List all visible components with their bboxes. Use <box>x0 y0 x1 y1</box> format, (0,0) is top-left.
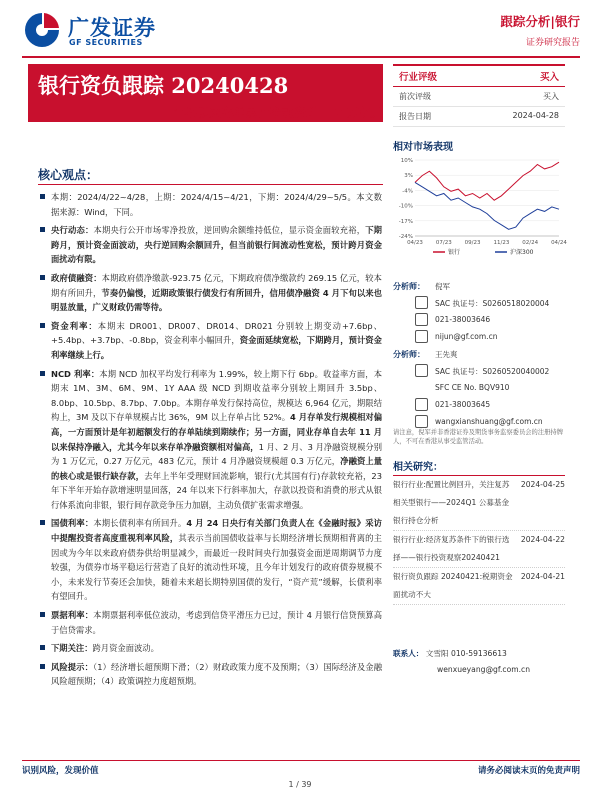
x-tick-label: 09/23 <box>464 240 481 246</box>
analyst-2-phone: 021-38003645 <box>435 400 491 409</box>
header-right <box>500 12 580 48</box>
analyst-1-email[interactable]: nijun@gf.com.cn <box>435 332 498 341</box>
analyst-1-sac: SAC 执证号：S0260518020004 <box>435 299 550 308</box>
mail-icon <box>415 415 428 428</box>
y-tick-label: -4% <box>402 188 413 195</box>
analyst-2-sac-row <box>393 363 565 380</box>
report-date-label: 报告日期 <box>399 112 431 121</box>
phone-icon <box>415 398 428 411</box>
rating-head <box>393 64 565 87</box>
y-tick-label: -17% <box>398 218 413 225</box>
mail-icon <box>415 330 428 343</box>
id-card-icon <box>415 364 428 377</box>
related-item-date: 2024-04-22 <box>520 535 565 544</box>
analyst-2-sfc-row <box>393 380 565 397</box>
analyst-1-name: 倪军 <box>435 282 450 291</box>
report-date-value: 2024-04-28 <box>512 111 559 120</box>
core-divider <box>38 184 383 185</box>
contact-row <box>393 646 565 662</box>
contact-block <box>393 646 565 678</box>
core-ncd-rate: NCD 利率：本期 NCD 加权平均发行利率为 1.99%，较上期下行 6bp。收益率方面，本期末 1M、3M、6M、9M、1Y AAA 级 NCD 到期收益率分别较上期回升 3.5bp、8.0bp、10.5bp、8.7bp、7.0bp。本期存单发行保持高位，规模达 6,964 亿元，期限结构上，3M 及以下存单规模占比 36%，9M 以上存单占比 52%。4 月存单发行规模相对偏高，一方面预计是年初超额发行的存单陆续到期续作；另一方面，同业存单自去年 11 月以来保持净融入，尤其今年以来存单净融资额相对偏高，1 月、2 月、3 月净融资规模分别为 1 万亿元，0.27 万亿元，483 亿元，预计 4 月净融资规模超 0.3 万亿元，净融资上量的核心或是银行缺存款，去年上半年受理财回流影响，银行(尤其国有行)存款较充裕，23 年下半年开始存款增速明显回落，24 年以来下行斜率加大，存款以投资和消费的形式从银行体系流向非银，银行间存款竞争压力加剧，主动负债扩张需求增强。 <box>40 367 382 513</box>
x-tick-label: 04/24 <box>551 240 567 246</box>
analyst-1-email-row <box>393 329 565 346</box>
report-title: 银行资负跟踪 20240428 <box>38 73 289 98</box>
footer-slogan: 识别风险，发现价值 <box>22 766 99 776</box>
analyst-2-sfc: SFC CE No. BQV910 <box>435 383 510 392</box>
contact-label: 联系人： <box>393 649 424 658</box>
x-tick-label: 02/24 <box>522 240 539 246</box>
analyst-1-phone-row <box>393 312 565 329</box>
prev-rating-label: 前次评级 <box>399 92 431 101</box>
header-divider <box>22 56 580 58</box>
contact-phone: 010-59136613 <box>451 649 507 658</box>
related-item[interactable] <box>393 568 565 605</box>
analyst-block <box>393 278 565 431</box>
analyst-2-email[interactable]: wangxianshuang@gf.com.cn <box>435 417 543 426</box>
core-central-bank: 央行动态：本期央行公开市场零净投放，逆回购余额维持低位，显示资金面较充裕，下期跨月，预计资金面波动，央行逆回购余额回升，但当前银行间流动性宽松，预计跨月资金面扰动有限。 <box>40 223 382 267</box>
footer-disclaimer: 请务必阅读末页的免责声明 <box>477 766 580 776</box>
analyst-2-name: 王先爽 <box>435 350 458 359</box>
related-item[interactable] <box>393 476 565 531</box>
related-item-title: 银行行业:经济复苏条件下的银行选择——银行投资观察20240421 <box>393 535 510 562</box>
related-item-title: 银行资负跟踪 20240421:税期资金面扰动不大 <box>393 572 513 599</box>
logo-cn: 广发证券 <box>68 16 156 40</box>
report-date-row <box>393 107 565 127</box>
core-gov-bond: 政府债融资：本期政府债净缴款-923.75 亿元，下期政府债净缴款约 269.15 亿元，较本期有所回升，节奏仍偏慢，近期政策银行债发行有所回升，信用债净融资 4 月下旬以来也明显放量，广义财政仍需等待。 <box>40 271 382 315</box>
gf-logo <box>22 8 182 52</box>
core-period: 本期：2024/4/22~4/28，上期：2024/4/15~4/21，下期：2024/4/29~5/5。本文数据来源：Wind，下同。 <box>40 190 382 219</box>
y-tick-label: -24% <box>398 234 413 240</box>
core-bill-rate: 票据利率：本期票据利率低位波动，考虑到信贷平滑压力已过，预计 4 月银行信贷预算高于信贷需求。 <box>40 608 382 637</box>
core-risk: 风险提示：（1）经济增长超预期下滑；（2）财政政策力度不及预期；（3）国际经济及金融风险超预期；（4）政策调控力度超预期。 <box>40 660 382 689</box>
related-item[interactable] <box>393 531 565 568</box>
core-treasury-rate: 国债利率：本期长债利率有所回升。4 月 24 日央行有关部门负责人在《金融时报》采访中提醒投资者高度重视利率风险，其表示当前国债收益率与长期经济增长预期相背离的主因或为今年以来政府债券供给明显减少，而最近一段时间央行加强资金面逆周期调节力度较强，为债券市场平稳运行营造了良好的流动性环境，且今年计划发行的政府债券规模不小，未来发行节奏还会加快，随着未来超长期特别国债的发行，“资产荒”缓解，长债利率有望回升。 <box>40 516 382 604</box>
report-type: 证券研究报告 <box>525 38 580 48</box>
core-heading: 核心观点： <box>38 168 99 182</box>
analyst-label-2: 分析师： <box>393 350 425 359</box>
core-body <box>40 190 382 693</box>
id-card-icon <box>415 296 428 309</box>
series-line-csi300 <box>415 182 559 229</box>
page-number: 1 / 39 <box>288 780 312 789</box>
contact-name: 文雪阳 <box>425 649 449 658</box>
x-tick-label: 11/23 <box>493 240 510 246</box>
gf-logo-icon <box>22 10 62 50</box>
related-item-date: 2024-04-25 <box>520 480 565 489</box>
rating-value: 买入 <box>539 72 559 83</box>
prev-rating-row <box>393 87 565 107</box>
analyst-1-phone: 021-38003646 <box>435 315 491 324</box>
x-tick-label: 04/23 <box>407 240 423 246</box>
analyst-1-sac-row <box>393 295 565 312</box>
analyst-2-name-row <box>393 346 565 363</box>
analyst-2-phone-row <box>393 397 565 414</box>
analyst-disclaimer: 请注意，倪军并非香港证券及期货事务监察委员会的注册持牌人，不可在香港从事受监管活动。 <box>393 429 564 445</box>
series-line-bank <box>415 162 559 200</box>
core-next-focus: 下期关注：跨月资金面波动。 <box>40 641 382 656</box>
contact-email[interactable]: wenxueyang@gf.com.cn <box>437 665 531 674</box>
x-tick-label: 07/23 <box>435 240 452 246</box>
analyst-2-sac: SAC 执证号：S0260520040002 <box>435 367 550 376</box>
chart-title: 相对市场表现 <box>393 142 453 153</box>
rating-label: 行业评级 <box>399 72 438 83</box>
report-category: 跟踪分析|银行 <box>500 14 580 29</box>
prev-rating-value: 买入 <box>543 92 559 101</box>
footer-divider <box>22 760 580 761</box>
analyst-label: 分析师： <box>393 282 425 291</box>
y-tick-label: 10% <box>400 158 413 164</box>
y-tick-label: 3% <box>404 173 413 180</box>
related-item-title: 银行行业:配置比例回升，关注复苏相关型银行——2024Q1 公募基金银行持仓分析 <box>393 480 510 525</box>
legend-label: 银行 <box>448 249 461 256</box>
analyst-1-name-row <box>393 278 565 295</box>
rating-box <box>393 64 565 127</box>
report-subtitle: 年初以来存单累计净融资近 1.7 万亿元 <box>173 106 383 120</box>
y-tick-label: -10% <box>398 203 413 210</box>
related-item-date: 2024-04-21 <box>520 572 565 581</box>
legend-label: 沪深300 <box>510 249 534 256</box>
core-funding-rate: 资金利率：本期末 DR001、DR007、DR014、DR021 分别较上期变动+7.6bp、+5.4bp、+3.7bp、-0.8bp，资金利率小幅回升，资金面延续宽松，下期跨月，预计资金利率继续上行。 <box>40 319 382 363</box>
logo-en: GF SECURITIES <box>69 38 143 47</box>
related-heading: 相关研究： <box>393 458 565 476</box>
related-research <box>393 458 565 605</box>
phone-icon <box>415 313 428 326</box>
relative-performance-chart <box>393 152 565 262</box>
